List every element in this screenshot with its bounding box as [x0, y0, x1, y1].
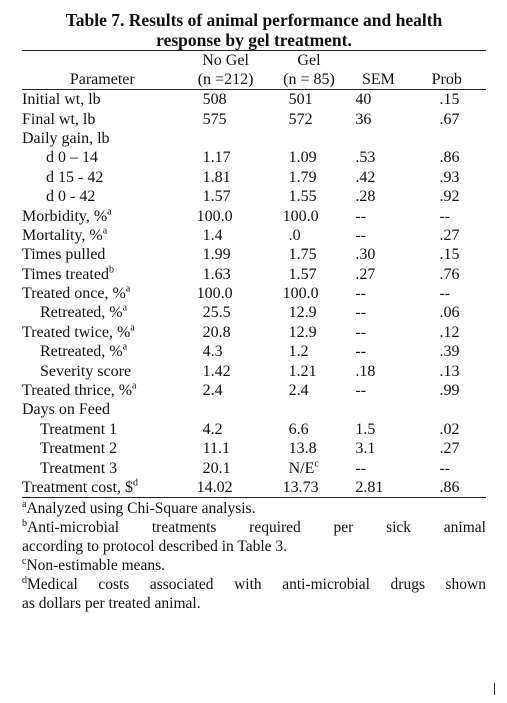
parameter-cell-text: Treatment 1 [40, 420, 118, 438]
parameter-cell [22, 439, 183, 458]
table-row [22, 90, 486, 110]
no-gel-cell [183, 187, 269, 206]
sem-cell-text: .18 [355, 362, 376, 380]
parameter-cell [22, 265, 183, 284]
prob-cell [407, 342, 486, 361]
parameter-cell [22, 226, 183, 245]
parameter-cell-text: Treatment 3 [40, 459, 118, 477]
gel-cell [269, 206, 350, 225]
no-gel-cell-text: 100.0 [196, 207, 233, 225]
prob-cell [407, 265, 486, 284]
no-gel-cell-text: 508 [202, 91, 227, 109]
table-title [22, 10, 486, 50]
footnote-text: as dollars per treated animal. [22, 595, 201, 613]
header-row-1 [22, 51, 486, 70]
prob-cell-text: .15 [439, 91, 460, 109]
sem-cell [349, 323, 407, 342]
sem-cell [349, 129, 407, 148]
parameter-cell-text: Treatment 2 [40, 440, 118, 458]
footnote-c [22, 556, 486, 575]
no-gel-cell-text: 1.17 [202, 149, 231, 167]
sem-cell [349, 439, 407, 458]
header-cell: Prob [407, 70, 486, 90]
parameter-cell-text: Retreated, % [40, 304, 123, 322]
prob-cell [407, 168, 486, 187]
gel-cell-text: 1.21 [288, 362, 317, 380]
parameter-cell-text: Daily gain, lb [22, 129, 110, 147]
header-cell: SEM [349, 70, 407, 90]
parameter-cell-text: Morbidity, % [22, 207, 108, 225]
gel-cell-text: 1.09 [288, 149, 317, 167]
sem-cell-text: 36 [355, 110, 372, 128]
prob-cell-text: .99 [439, 382, 460, 400]
parameter-cell [22, 458, 183, 477]
footnote-word: required [249, 519, 301, 537]
no-gel-cell-text: 2.4 [202, 382, 223, 400]
sem-cell-text: -- [355, 382, 367, 400]
table-row [22, 129, 486, 148]
parameter-cell [22, 148, 183, 167]
prob-cell [407, 187, 486, 206]
footnote-mark: b [22, 518, 27, 530]
footnote-mark: d [22, 575, 27, 587]
prob-cell-text: -- [439, 285, 451, 303]
gel-cell-text: 501 [288, 91, 313, 109]
parameter-cell-text: Times treated [22, 265, 109, 283]
no-gel-cell-text: 25.5 [202, 304, 231, 322]
gel-cell-text: 12.9 [288, 304, 317, 322]
no-gel-cell-text: 1.63 [202, 265, 231, 283]
prob-cell [407, 439, 486, 458]
sem-cell-text: 3.1 [355, 440, 376, 458]
gel-cell-text: 6.6 [288, 420, 309, 438]
prob-cell [407, 109, 486, 128]
gel-cell [269, 168, 350, 187]
prob-cell-text: .67 [439, 110, 460, 128]
no-gel-cell [183, 109, 269, 128]
prob-cell-text: .13 [439, 362, 460, 380]
sem-cell [349, 206, 407, 225]
gel-cell [269, 381, 350, 400]
footnote-word: with [234, 576, 262, 594]
no-gel-cell-text: 20.1 [202, 459, 231, 477]
sem-cell-text: .27 [355, 265, 376, 283]
prob-cell-text: .15 [439, 246, 460, 264]
no-gel-cell [183, 148, 269, 167]
table-row [22, 478, 486, 498]
header-cell [349, 51, 407, 70]
sem-cell [349, 400, 407, 419]
parameter-cell-text: Days on Feed [22, 401, 110, 419]
sem-cell [349, 245, 407, 264]
table-body [22, 90, 486, 498]
prob-cell-text: .39 [439, 343, 460, 361]
prob-cell-text: .86 [439, 149, 460, 167]
sem-cell [349, 342, 407, 361]
parameter-cell [22, 342, 183, 361]
table-row [22, 400, 486, 419]
footnote-d-line-1 [22, 575, 486, 594]
sem-cell-text: -- [355, 459, 367, 477]
footnote-ref: c [314, 458, 319, 470]
no-gel-cell-text: 1.81 [202, 168, 231, 186]
no-gel-cell [183, 420, 269, 439]
no-gel-cell-text: 1.42 [202, 362, 231, 380]
table-row [22, 458, 486, 477]
gel-cell [269, 342, 350, 361]
header-cell [407, 51, 486, 70]
table-row [22, 439, 486, 458]
sem-cell [349, 284, 407, 303]
no-gel-cell-text: 11.1 [202, 440, 230, 458]
parameter-cell-text: Treated twice, % [22, 323, 131, 341]
table-row [22, 148, 486, 167]
results-table [22, 51, 486, 498]
footnote-lead [22, 575, 78, 594]
parameter-cell [22, 168, 183, 187]
no-gel-cell [183, 400, 269, 419]
table-row [22, 265, 486, 284]
gel-cell [269, 323, 350, 342]
parameter-cell-text: Final wt, lb [22, 110, 96, 128]
sem-cell [349, 90, 407, 110]
table-row [22, 187, 486, 206]
sem-cell [349, 303, 407, 322]
table-row [22, 381, 486, 400]
gel-cell-text: 13.73 [282, 479, 319, 496]
footnote-ref: d [132, 477, 138, 489]
footnote-word: animal [443, 519, 486, 537]
gel-cell-text: 13.8 [288, 440, 317, 458]
prob-cell-text: .27 [439, 440, 460, 458]
parameter-cell [22, 109, 183, 128]
sem-cell-text: 2.81 [355, 479, 384, 496]
no-gel-cell-text: 4.2 [202, 420, 223, 438]
parameter-cell [22, 400, 183, 419]
sem-cell-text: -- [355, 226, 367, 244]
gel-cell [269, 245, 350, 264]
no-gel-cell [183, 226, 269, 245]
no-gel-cell [183, 303, 269, 322]
scan-mark [494, 683, 495, 695]
header-cell: Gel [297, 52, 321, 69]
prob-cell [407, 90, 486, 110]
prob-cell [407, 361, 486, 380]
gel-cell-text: 1.55 [288, 188, 317, 206]
gel-cell-text: 2.4 [288, 382, 309, 400]
gel-cell-text: 12.9 [288, 323, 317, 341]
header-cell: No Gel [202, 52, 249, 69]
prob-cell-text: .06 [439, 304, 460, 322]
no-gel-cell [183, 90, 269, 110]
table-title-line-2: response by gel treatment. [156, 30, 352, 50]
prob-cell [407, 323, 486, 342]
gel-cell [269, 265, 350, 284]
prob-cell [407, 478, 486, 498]
footnote-word: per [333, 519, 354, 537]
gel-cell [269, 226, 350, 245]
no-gel-cell [183, 361, 269, 380]
no-gel-cell [183, 168, 269, 187]
prob-cell [407, 303, 486, 322]
gel-cell [269, 458, 350, 477]
no-gel-cell [183, 458, 269, 477]
footnote-ref: a [132, 380, 137, 392]
no-gel-cell [183, 245, 269, 264]
table-row [22, 245, 486, 264]
parameter-cell [22, 323, 183, 342]
table-row [22, 342, 486, 361]
sem-cell [349, 420, 407, 439]
prob-cell-text: .02 [439, 420, 460, 438]
parameter-cell-text: Mortality, % [22, 226, 103, 244]
parameter-cell-text: Times pulled [22, 246, 106, 264]
gel-cell [269, 187, 350, 206]
parameter-cell [22, 284, 183, 303]
footnote-ref: a [130, 322, 135, 334]
gel-cell [269, 109, 350, 128]
table-title-line-1: Table 7. Results of animal performance and health [65, 10, 443, 30]
footnote-word: anti-microbial [282, 576, 370, 594]
no-gel-cell-text: 4.3 [202, 343, 223, 361]
sem-cell-text: -- [355, 285, 367, 303]
table-row [22, 226, 486, 245]
parameter-cell-text: Treated once, % [22, 285, 126, 303]
gel-cell [269, 90, 350, 110]
parameter-cell-text: Initial wt, lb [22, 91, 101, 109]
no-gel-cell-text: 1.99 [202, 246, 231, 264]
gel-cell [269, 303, 350, 322]
gel-cell-text: 1.79 [288, 168, 317, 186]
prob-cell [407, 420, 486, 439]
sem-cell [349, 187, 407, 206]
footnote-word: Medical [27, 576, 78, 594]
parameter-cell-text: Severity score [40, 362, 132, 380]
footnote-text: Analyzed using Chi-Square analysis. [26, 500, 256, 518]
gel-cell-text: 1.75 [288, 246, 317, 264]
sem-cell-text: -- [355, 343, 367, 361]
prob-cell [407, 148, 486, 167]
sem-cell-text: .53 [355, 149, 376, 167]
prob-cell [407, 129, 486, 148]
no-gel-cell [183, 284, 269, 303]
sem-cell [349, 381, 407, 400]
prob-cell-text: .92 [439, 188, 460, 206]
prob-cell [407, 284, 486, 303]
prob-cell-text: -- [439, 459, 451, 477]
footnote-word: associated [149, 576, 214, 594]
prob-cell-text: .93 [439, 168, 460, 186]
sem-cell-text: .30 [355, 246, 376, 264]
parameter-cell [22, 478, 183, 498]
footnote-ref: b [108, 264, 114, 276]
sem-cell-text: 1.5 [355, 420, 376, 438]
parameter-cell [22, 129, 183, 148]
header-cell [22, 51, 183, 70]
no-gel-cell-text: 1.57 [202, 188, 231, 206]
sem-cell [349, 148, 407, 167]
footnote-ref: a [125, 283, 131, 295]
parameter-cell [22, 206, 183, 225]
footnote-ref: a [122, 303, 128, 315]
sem-cell [349, 226, 407, 245]
no-gel-cell-text: 575 [202, 110, 227, 128]
table-row [22, 168, 486, 187]
no-gel-cell-text: 1.4 [202, 226, 223, 244]
table-row [22, 361, 486, 380]
sem-cell-text: .28 [355, 188, 376, 206]
sem-cell [349, 478, 407, 498]
no-gel-cell [183, 206, 269, 225]
no-gel-cell [183, 323, 269, 342]
gel-cell-text: 1.2 [288, 343, 309, 361]
footnote-word: Anti-microbial [27, 519, 120, 537]
footnote-text: Non-estimable means. [26, 557, 166, 575]
gel-cell [269, 129, 350, 148]
header-cell: Parameter [22, 70, 183, 90]
table-row [22, 206, 486, 225]
gel-cell-text: 572 [288, 110, 313, 128]
header-cell: (n =212) [183, 70, 269, 90]
gel-cell [269, 284, 350, 303]
parameter-cell-text: Retreated, % [40, 343, 123, 361]
sem-cell [349, 109, 407, 128]
table-row [22, 303, 486, 322]
footnote-mark: c [22, 556, 27, 568]
sem-cell [349, 265, 407, 284]
footnote-a [22, 499, 486, 518]
prob-cell [407, 400, 486, 419]
footnote-ref: a [122, 341, 128, 353]
no-gel-cell [183, 265, 269, 284]
gel-cell [269, 478, 350, 498]
prob-cell-text: .76 [439, 265, 460, 283]
sem-cell-text: -- [355, 323, 367, 341]
footnote-word: drugs [390, 576, 425, 594]
prob-cell-text: -- [439, 207, 451, 225]
gel-cell [269, 400, 350, 419]
no-gel-cell [183, 342, 269, 361]
parameter-cell-text: Treated thrice, % [22, 382, 133, 400]
header-cell: (n = 85) [269, 70, 350, 90]
prob-cell-text: .27 [439, 226, 460, 244]
gel-cell-text: 100.0 [282, 207, 319, 225]
sem-cell [349, 361, 407, 380]
parameter-cell [22, 420, 183, 439]
no-gel-cell [183, 129, 269, 148]
gel-cell [269, 439, 350, 458]
prob-cell-text: .86 [439, 479, 460, 496]
no-gel-cell-text: 20.8 [202, 323, 231, 341]
footnote-word: sick [386, 519, 412, 537]
gel-cell [269, 420, 350, 439]
table-row [22, 284, 486, 303]
footnote-word: treatments [151, 519, 217, 537]
footnote-ref: a [107, 206, 112, 218]
prob-cell [407, 381, 486, 400]
table-row [22, 109, 486, 128]
parameter-cell-text: Treatment cost, $ [22, 479, 133, 496]
footnote-b [22, 518, 486, 556]
header-row-2 [22, 70, 486, 90]
parameter-cell-text: d 0 – 14 [46, 149, 98, 167]
gel-cell-text: 1.57 [288, 265, 317, 283]
footnote-b-line-1 [22, 518, 486, 537]
prob-cell [407, 226, 486, 245]
sem-cell [349, 168, 407, 187]
sem-cell-text: -- [355, 304, 367, 322]
footnote-mark: a [22, 499, 27, 511]
gel-cell [269, 148, 350, 167]
parameter-cell [22, 381, 183, 400]
prob-cell-text: .12 [439, 323, 460, 341]
parameter-cell [22, 245, 183, 264]
footnotes [22, 499, 486, 613]
prob-cell [407, 458, 486, 477]
sem-cell-text: 40 [355, 91, 372, 109]
sem-cell-text: -- [355, 207, 367, 225]
gel-cell [269, 361, 350, 380]
footnote-lead [22, 518, 119, 537]
footnote-text: according to protocol described in Table 3. [22, 538, 288, 556]
no-gel-cell [183, 439, 269, 458]
parameter-cell-text: d 15 - 42 [46, 168, 104, 186]
footnote-word: costs [98, 576, 130, 594]
gel-cell-text: .0 [288, 226, 301, 244]
parameter-cell [22, 187, 183, 206]
no-gel-cell-text: 14.02 [196, 479, 233, 496]
sem-cell [349, 458, 407, 477]
gel-cell-text: N/E [288, 459, 315, 477]
parameter-cell [22, 303, 183, 322]
no-gel-cell [183, 381, 269, 400]
no-gel-cell [183, 478, 269, 498]
footnote-word: shown [445, 576, 486, 594]
table-row [22, 323, 486, 342]
footnote-d [22, 575, 486, 613]
prob-cell [407, 206, 486, 225]
footnote-ref: a [102, 225, 108, 237]
sem-cell-text: .42 [355, 168, 376, 186]
no-gel-cell-text: 100.0 [196, 285, 233, 303]
parameter-cell [22, 90, 183, 110]
table-row [22, 420, 486, 439]
table-page [22, 10, 486, 613]
parameter-cell [22, 361, 183, 380]
gel-cell-text: 100.0 [282, 285, 319, 303]
prob-cell [407, 245, 486, 264]
parameter-cell-text: d 0 - 42 [46, 188, 96, 206]
